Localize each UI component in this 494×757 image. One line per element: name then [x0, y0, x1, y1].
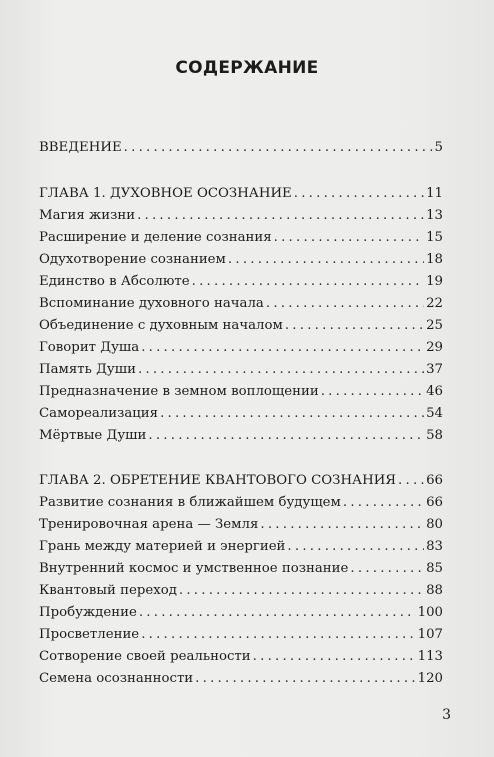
toc-entry-text: Вспоминание духовного начала — [39, 296, 264, 311]
toc-entry-page: 120 — [417, 671, 443, 686]
toc-entry — [39, 580, 443, 602]
toc-entry — [39, 536, 443, 558]
toc-entry-text: Квантовый переход — [39, 583, 177, 598]
toc-entry-intro — [39, 137, 443, 159]
toc-entry — [39, 602, 443, 624]
toc-entry-text: Семена осознанности — [39, 671, 194, 686]
toc-entry-page: 58 — [426, 428, 443, 443]
toc-entry — [39, 425, 443, 447]
toc-entry-text: Магия жизни — [39, 208, 136, 223]
leader-dots — [398, 470, 424, 492]
toc-entry — [39, 668, 443, 690]
leader-dots — [141, 337, 424, 359]
toc-entry-page: 100 — [417, 605, 443, 620]
leader-dots — [141, 624, 415, 646]
toc-entry — [39, 381, 443, 403]
leader-dots — [139, 602, 416, 624]
toc-entry-page: 37 — [426, 362, 443, 377]
toc-entry-text: Грань между материей и энергией — [39, 539, 286, 554]
toc-entry-text: ГЛАВА 2. ОБРЕТЕНИЕ КВАНТОВОГО СОЗНАНИЯ — [39, 473, 397, 488]
leader-dots — [266, 293, 424, 315]
leader-dots — [285, 315, 424, 337]
toc-entry — [39, 249, 443, 271]
toc-entry-text: Развитие сознания в ближайшем будущем — [39, 495, 341, 510]
toc-entry-text: Память Души — [39, 362, 136, 377]
toc-entry-page: 66 — [426, 473, 443, 488]
toc-entry-page: 25 — [426, 318, 443, 333]
leader-dots — [179, 580, 424, 602]
toc-entry-page: 113 — [417, 649, 443, 664]
leader-dots — [294, 183, 424, 205]
toc-entry-chapter-2 — [39, 470, 443, 492]
leader-dots — [287, 536, 424, 558]
toc-entry — [39, 205, 443, 227]
toc-entry-text: Тренировочная арена — Земля — [39, 517, 259, 532]
toc-entry — [39, 492, 443, 514]
toc-entry-text: Внутренний космос и умственное познание — [39, 561, 349, 576]
toc-entry-page: 83 — [426, 539, 443, 554]
leader-dots — [274, 227, 424, 249]
toc-entry-page: 88 — [426, 583, 443, 598]
toc-entry — [39, 403, 443, 425]
toc-entry-text: Объединение с духовным началом — [39, 318, 283, 333]
toc-entry-text: Мёртвые Души — [39, 428, 147, 443]
toc-entry-page: 18 — [426, 252, 443, 267]
toc-entry-page: 107 — [417, 627, 443, 642]
leader-dots — [321, 381, 424, 403]
toc-entry — [39, 646, 443, 668]
toc-entry-text: ВВЕДЕНИЕ — [39, 140, 122, 155]
toc-entry-page: 13 — [426, 208, 443, 223]
toc-entry-text: Просветление — [39, 627, 140, 642]
toc-entry — [39, 293, 443, 315]
toc-entry-text: Расширение и деление сознания — [39, 230, 272, 245]
toc-entry-page: 66 — [426, 495, 443, 510]
toc-entry-page: 19 — [426, 274, 443, 289]
toc-entry-page: 29 — [426, 340, 443, 355]
toc-entry-page: 15 — [426, 230, 443, 245]
toc-entry — [39, 271, 443, 293]
leader-dots — [138, 359, 424, 381]
toc-entry — [39, 315, 443, 337]
toc-entry-text: Пробуждение — [39, 605, 137, 620]
leader-dots — [350, 558, 424, 580]
leader-dots — [124, 137, 433, 159]
leader-dots — [160, 403, 424, 425]
toc-entry-text: Самореализация — [39, 406, 159, 421]
toc-entry-page: 5 — [434, 140, 443, 155]
toc-entry — [39, 558, 443, 580]
toc-entry-page: 80 — [426, 517, 443, 532]
toc-entry-page: 11 — [426, 186, 443, 201]
toc-entry-text: Говорит Душа — [39, 340, 140, 355]
toc-entry — [39, 624, 443, 646]
page-number: 3 — [442, 707, 451, 723]
toc-entry-text: Сотворение своей реальности — [39, 649, 251, 664]
leader-dots — [137, 205, 424, 227]
leader-dots — [228, 249, 424, 271]
toc-entry — [39, 514, 443, 536]
leader-dots — [148, 425, 424, 447]
leader-dots — [192, 271, 424, 293]
leader-dots — [195, 668, 415, 690]
toc-entry-text: Единство в Абсолюте — [39, 274, 190, 289]
toc-entry — [39, 337, 443, 359]
toc-entry — [39, 227, 443, 249]
toc-entry-page: 54 — [426, 406, 443, 421]
toc-entry-chapter-1 — [39, 183, 443, 205]
toc-entry-page: 22 — [426, 296, 443, 311]
contents-title: СОДЕРЖАНИЕ — [175, 58, 319, 78]
toc-entry-page: 85 — [426, 561, 443, 576]
toc-entry — [39, 359, 443, 381]
toc-entry-page: 46 — [426, 384, 443, 399]
toc-entry-text: ГЛАВА 1. ДУХОВНОЕ ОСОЗНАНИЕ — [39, 186, 292, 201]
toc-entry-text: Одухотворение сознанием — [39, 252, 226, 267]
toc-entry-text: Предназначение в земном воплощении — [39, 384, 319, 399]
leader-dots — [260, 514, 424, 536]
leader-dots — [253, 646, 416, 668]
leader-dots — [343, 492, 424, 514]
